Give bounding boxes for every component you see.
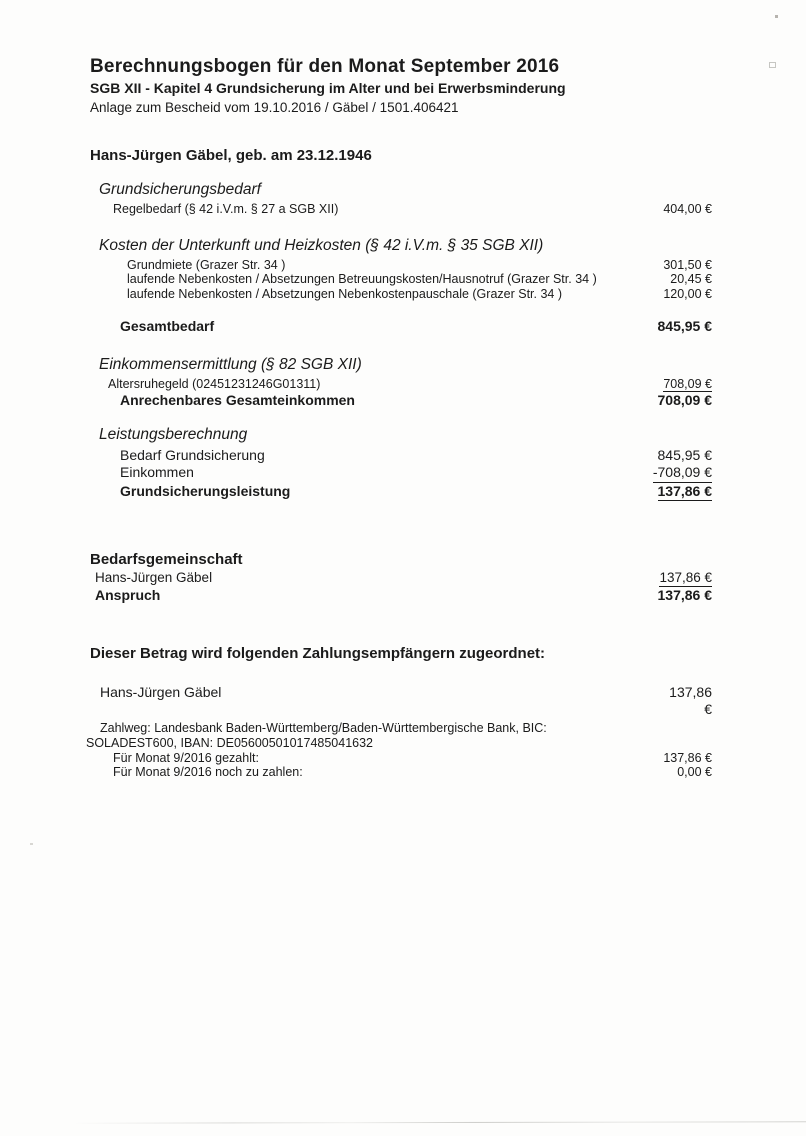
gesamteinkommen-value: 708,09 € xyxy=(657,392,712,408)
nebenkosten-betreuung-label: laufende Nebenkosten / Absetzungen Betreuungskosten/Hausnotruf (Grazer Str. 34 ) xyxy=(127,272,597,286)
einkommen-row xyxy=(90,464,712,483)
recipient-row xyxy=(90,684,712,718)
gesamteinkommen-label: Anrechenbares Gesamteinkommen xyxy=(120,392,355,408)
section-einkommensermittlung xyxy=(90,355,712,410)
nebenkosten-pauschale-label: laufende Nebenkosten / Absetzungen Nebenkostenpauschale (Grazer Str. 34 ) xyxy=(127,286,563,301)
bedarf-grundsicherung-value: 845,95 € xyxy=(657,446,712,463)
nebenkosten-pauschale-value: 120,00 € xyxy=(663,286,712,301)
gezahlt-row xyxy=(90,751,712,766)
einkommen-label: Einkommen xyxy=(120,464,194,480)
grundsicherungsleistung-row xyxy=(90,483,712,502)
recipient-amount xyxy=(669,684,712,718)
section-grundsicherungsbedarf xyxy=(90,180,712,217)
nebenkosten-betreuung-row xyxy=(90,272,712,287)
bedarfsgemeinschaft-heading: Bedarfsgemeinschaft xyxy=(90,551,243,568)
scan-speck xyxy=(775,15,778,18)
bg-member-row xyxy=(90,569,712,587)
gezahlt-value: 137,86 € xyxy=(663,750,712,765)
zahlungsempfaenger-heading: Dieser Betrag wird folgenden Zahlungsempfängern zugeordnet: xyxy=(90,644,546,662)
einkommensermittlung-heading: Einkommensermittlung (§ 82 SGB XII) xyxy=(99,355,362,373)
regelbedarf-row xyxy=(90,202,712,217)
leistungsberechnung-heading: Leistungsberechnung xyxy=(99,425,248,443)
regelbedarf-label: Regelbedarf (§ 42 i.V.m. § 27 a SGB XII) xyxy=(113,202,339,216)
noch-zu-zahlen-row xyxy=(90,765,712,780)
document-title: Berechnungsbogen für den Monat September 2016 xyxy=(90,56,560,77)
grundmiete-label: Grundmiete (Grazer Str. 34 ) xyxy=(127,257,286,272)
recipient-name: Hans-Jürgen Gäbel xyxy=(100,683,222,700)
bedarf-grundsicherung-row xyxy=(90,447,712,465)
recipient-amount-currency: € xyxy=(704,700,712,717)
regelbedarf-value: 404,00 € xyxy=(663,202,712,216)
section-zahlungsempfaenger xyxy=(86,644,712,780)
scan-speck xyxy=(30,843,33,845)
anspruch-value: 137,86 € xyxy=(657,587,712,603)
zahlweg-line1: Zahlweg: Landesbank Baden-Württemberg/Baden-Württembergische Bank, BIC: xyxy=(100,720,547,735)
grundmiete-value: 301,50 € xyxy=(663,257,712,272)
noch-zu-zahlen-label: Für Monat 9/2016 noch zu zahlen: xyxy=(113,765,303,779)
gesamtbedarf-row xyxy=(90,318,712,336)
grundmiete-row xyxy=(90,258,712,273)
annex-reference: Anlage zum Bescheid vom 19.10.2016 / Gäbel / 1501.406421 xyxy=(90,100,459,115)
gesamtbedarf-value: 845,95 € xyxy=(657,318,712,334)
bg-member-value: 137,86 € xyxy=(659,570,712,585)
document-content xyxy=(86,56,712,780)
grundsicherungsleistung-value: 137,86 € xyxy=(658,483,713,502)
altersruhegeld-row xyxy=(90,377,712,393)
gezahlt-label: Für Monat 9/2016 gezahlt: xyxy=(113,750,259,765)
nebenkosten-pauschale-row xyxy=(90,287,712,302)
bg-member-label: Hans-Jürgen Gäbel xyxy=(95,570,213,585)
section-leistungsberechnung xyxy=(90,425,712,502)
anspruch-row xyxy=(90,587,712,605)
section-unterkunft xyxy=(90,236,712,302)
anspruch-label: Anspruch xyxy=(95,587,161,603)
grundsicherungsleistung-label: Grundsicherungsleistung xyxy=(120,482,291,499)
document-subtitle: SGB XII - Kapitel 4 Grundsicherung im Alter und bei Erwerbsminderung xyxy=(90,80,566,96)
section-bedarfsgemeinschaft xyxy=(90,551,712,605)
scan-speck xyxy=(769,62,776,68)
altersruhegeld-value: 708,09 € xyxy=(663,376,712,391)
noch-zu-zahlen-value: 0,00 € xyxy=(677,765,712,779)
person-header: Hans-Jürgen Gäbel, geb. am 23.12.1946 xyxy=(90,147,372,164)
nebenkosten-betreuung-value: 20,45 € xyxy=(670,272,712,286)
altersruhegeld-label: Altersruhegeld (02451231246G01311) xyxy=(108,376,321,391)
gesamteinkommen-row xyxy=(90,392,712,410)
gesamtbedarf-label: Gesamtbedarf xyxy=(120,318,215,334)
grundsicherungsbedarf-heading: Grundsicherungsbedarf xyxy=(99,181,261,198)
scan-edge-artifact xyxy=(72,1121,806,1124)
einkommen-value: -708,09 € xyxy=(653,464,712,483)
zahlweg-line2: SOLADEST600, IBAN: DE05600501017485041632 xyxy=(86,735,374,750)
bedarf-grundsicherung-label: Bedarf Grundsicherung xyxy=(120,446,265,463)
zahlweg-paragraph xyxy=(86,721,712,751)
recipient-amount-number: 137,86 xyxy=(669,683,712,700)
unterkunft-heading: Kosten der Unterkunft und Heizkosten (§ 42 i.V.m. § 35 SGB XII) xyxy=(99,236,544,254)
